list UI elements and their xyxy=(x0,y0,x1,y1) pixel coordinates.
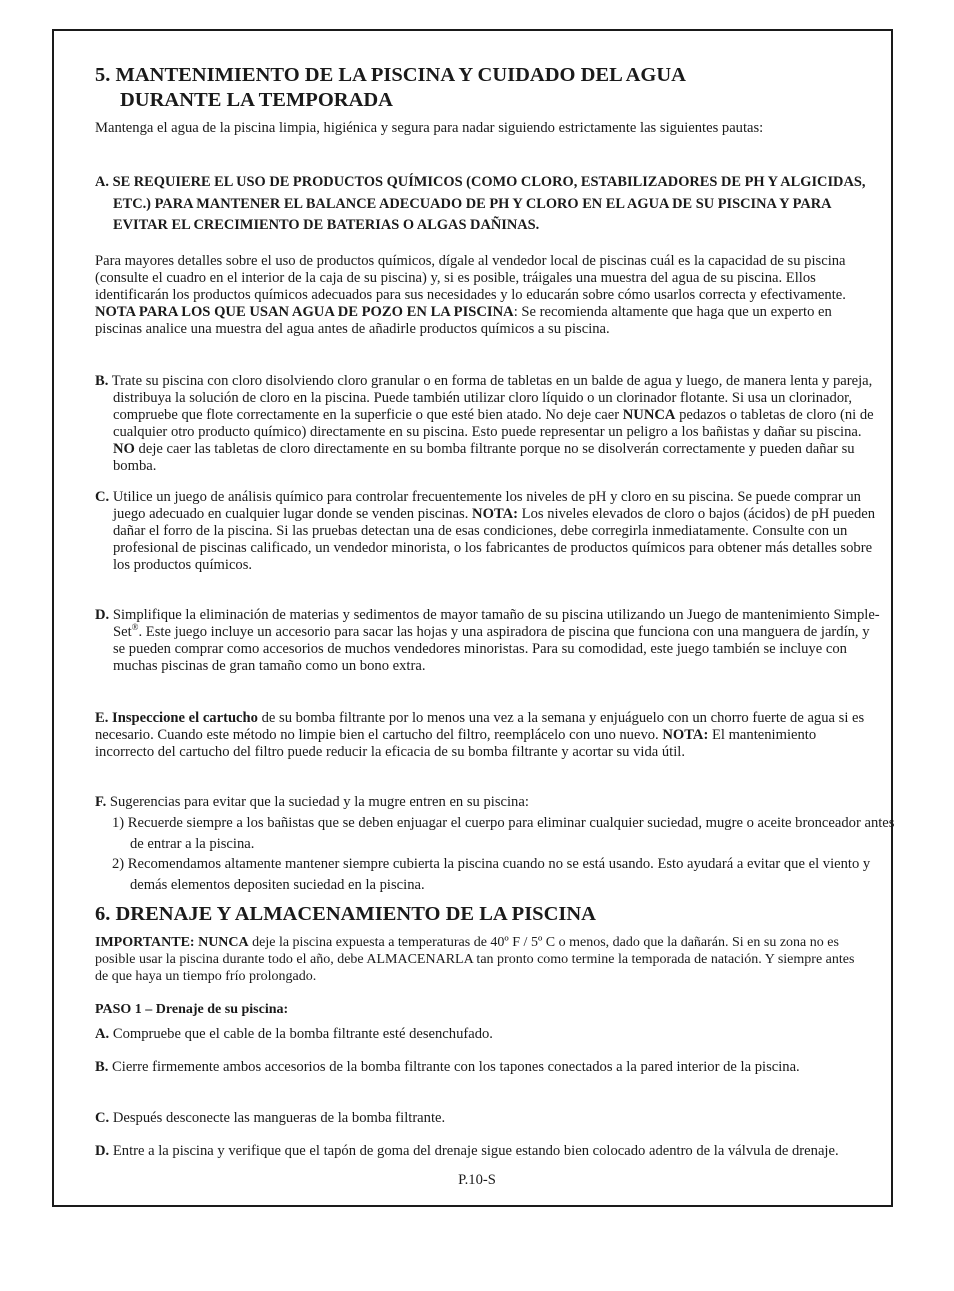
item-a-text-1: Para mayores detalles sobre el uso de productos químicos, dígale al vendedor local de piscinas cuál es la capacidad de su piscina (consulte el cuadro en el interior de la caja de su piscina) y, si es posible, tráigales una muestra del agua de su piscina. Ellos identificarán los productos químicos adecuados para sus necesidades y lo educarán sobre cómo usarlos correcta y efectivamente. xyxy=(95,253,846,303)
step-1-item-b xyxy=(95,1059,883,1076)
item-c xyxy=(95,489,883,574)
item-e xyxy=(95,710,865,761)
item-f-label: F. xyxy=(95,794,107,810)
item-f-point-2: 2) Recomendamos altamente mantener siempre cubierta la piscina cuando no se está usando. Esto ayudará a evitar que el viento y demás elementos depositen suciedad en la piscina. xyxy=(112,856,871,893)
item-f-point-1: 1) Recuerde siempre a los bañistas que se deben enjuagar el cuerpo para eliminar cualquier suciedad, mugre o aceite bronceador antes de entrar a la piscina. xyxy=(112,815,895,852)
step-1-item-d xyxy=(95,1143,883,1160)
section-5-intro: Mantenga el agua de la piscina limpia, higiénica y segura para nadar siguiendo estrictamente las siguientes pautas: xyxy=(95,120,764,136)
item-a-heading: A. SE REQUIERE EL USO DE PRODUCTOS QUÍMICOS (COMO CLORO, ESTABILIZADORES DE PH Y ALGICIDAS, ETC.) PARA MANTENER EL BALANCE ADECUADO DE PH Y CLORO EN EL AGUA DE SU PISCINA Y PARA EVITAR EL CRECIMIENTO DE BATERIAS O ALGAS DAÑINAS. xyxy=(95,174,866,233)
item-b-nunca: NUNCA xyxy=(622,407,676,423)
item-f-text: Sugerencias para evitar que la suciedad y la mugre entren en su piscina: xyxy=(106,794,529,810)
item-b xyxy=(95,373,883,475)
item-d xyxy=(95,607,883,675)
section-5-title-line2: DURANTE LA TEMPORADA xyxy=(120,89,393,111)
registered-mark: ® xyxy=(131,622,139,633)
step-1-c-text: Después desconecte las mangueras de la bomba filtrante. xyxy=(109,1110,446,1126)
item-b-text-3: deje caer las tabletas de cloro directamente en su bomba filtrante porque no se disolverán correctamente y pueden dañar su bomba. xyxy=(113,441,855,474)
item-d-text-1: Simplifique la eliminación de materias y sedimentos de mayor tamaño de su piscina utilizando un Juego de mantenimiento Simple-Set xyxy=(109,607,880,640)
item-e-nota: NOTA: xyxy=(662,727,709,743)
step-1-item-a xyxy=(95,1026,883,1043)
item-b-no: NO xyxy=(113,441,135,457)
page-number: P.10-S xyxy=(458,1172,496,1188)
item-c-nota: NOTA: xyxy=(472,506,518,522)
item-c-label: C. xyxy=(95,489,110,505)
step-1-a-label: A. xyxy=(95,1026,110,1042)
item-c-text-2: Los niveles elevados de cloro o bajos (ácidos) de pH pueden dañar el forro de la piscina. Si las pruebas detectan una de esas condiciones, debe corregirla inmediatamente. Consulte con un profesional de piscinas calificado, un vendedor minorista, o los fabricantes de productos químicos para obtener más detalles sobre los productos químicos. xyxy=(113,506,876,573)
important-label: IMPORTANTE: NUNCA xyxy=(95,935,249,950)
item-d-text-2: . Este juego incluye un accesorio para sacar las hojas y una aspiradora de piscina que funciona con una manguera de jardín, y se pueden comprar como accesorios de muchos vendedores minoristas. Para su comodidad, este juego también se incluye con muchas piscinas de gran tamaño como un bono extra. xyxy=(113,624,870,674)
item-e-text-1: de su bomba filtrante por lo menos una vez a la semana y enjuáguelo con un chorro fuerte de agua si es necesario. Cuando este método no limpie bien el cartucho del filtro, reemplácelo con uno nuevo. xyxy=(95,710,865,743)
item-b-text-1: Trate su piscina con cloro disolviendo cloro granular o en forma de tabletas en un balde de agua y luego, de manera lenta y pareja, distribuya la solución de cloro en la piscina. Puede también utilizar cloro líquido o un clorinador flotante. Si usa un clorinador, compruebe que flote correctamente en la superficie o que esté bien atado. No deje caer xyxy=(111,373,873,423)
step-1-item-c xyxy=(95,1110,883,1127)
section-6-title: 6. DRENAJE Y ALMACENAMIENTO DE LA PISCINA xyxy=(95,903,596,925)
step-1-heading xyxy=(95,1001,865,1018)
item-a-body xyxy=(95,253,865,338)
step-1-c-label: C. xyxy=(95,1110,110,1126)
item-a-well-water-note: NOTA PARA LOS QUE USAN AGUA DE POZO EN LA PISCINA xyxy=(95,304,514,320)
item-b-text-2: pedazos o tabletas de cloro (ni de cualquier otro producto químico) directamente en su piscina. Esto puede representar un peligro a los bañistas y dañar su piscina. xyxy=(113,407,874,440)
item-f xyxy=(95,794,865,811)
step-1-label: PASO 1 – Drenaje de su piscina: xyxy=(95,1002,289,1017)
section-5-title xyxy=(95,63,865,113)
step-1-d-text: Entre a la piscina y verifique que el tapón de goma del drenaje sigue estando bien colocado adentro de la válvula de drenaje. xyxy=(109,1143,839,1159)
item-d-label: D. xyxy=(95,607,110,623)
section-6-important xyxy=(95,934,865,985)
important-text: deje la piscina expuesta a temperaturas de 40º F / 5º C o menos, dado que la dañarán. Si en su zona no es posible usar la piscina durante todo el año, debe ALMACENARLA tan pronto como termine la temporada de natación. Y siempre antes de que haya un tiempo frío prolongado. xyxy=(95,935,855,984)
item-e-heading: E. Inspeccione el cartucho xyxy=(95,710,258,726)
step-1-d-label: D. xyxy=(95,1143,110,1159)
item-b-label: B. xyxy=(95,373,109,389)
step-1-a-text: Compruebe que el cable de la bomba filtrante esté desenchufado. xyxy=(109,1026,493,1042)
item-c-text-1: Utilice un juego de análisis químico para controlar frecuentemente los niveles de pH y cloro en su piscina. Se puede comprar un juego adecuado en cualquier lugar donde se venden piscinas. xyxy=(109,489,861,522)
step-1-b-label: B. xyxy=(95,1059,109,1075)
item-e-text-2: El mantenimiento incorrecto del cartucho del filtro puede reducir la eficacia de su bomba filtrante y acortar su vida útil. xyxy=(95,727,817,760)
section-5-title-line1: 5. MANTENIMIENTO DE LA PISCINA Y CUIDADO DEL AGUA xyxy=(95,64,686,86)
step-1-b-text: Cierre firmemente ambos accesorios de la bomba filtrante con los tapones conectados a la pared interior de la piscina. xyxy=(108,1059,800,1075)
item-a-text-2: : Se recomienda altamente que haga que un experto en piscinas analice una muestra del agua antes de añadirle productos químicos a su piscina. xyxy=(95,304,832,337)
